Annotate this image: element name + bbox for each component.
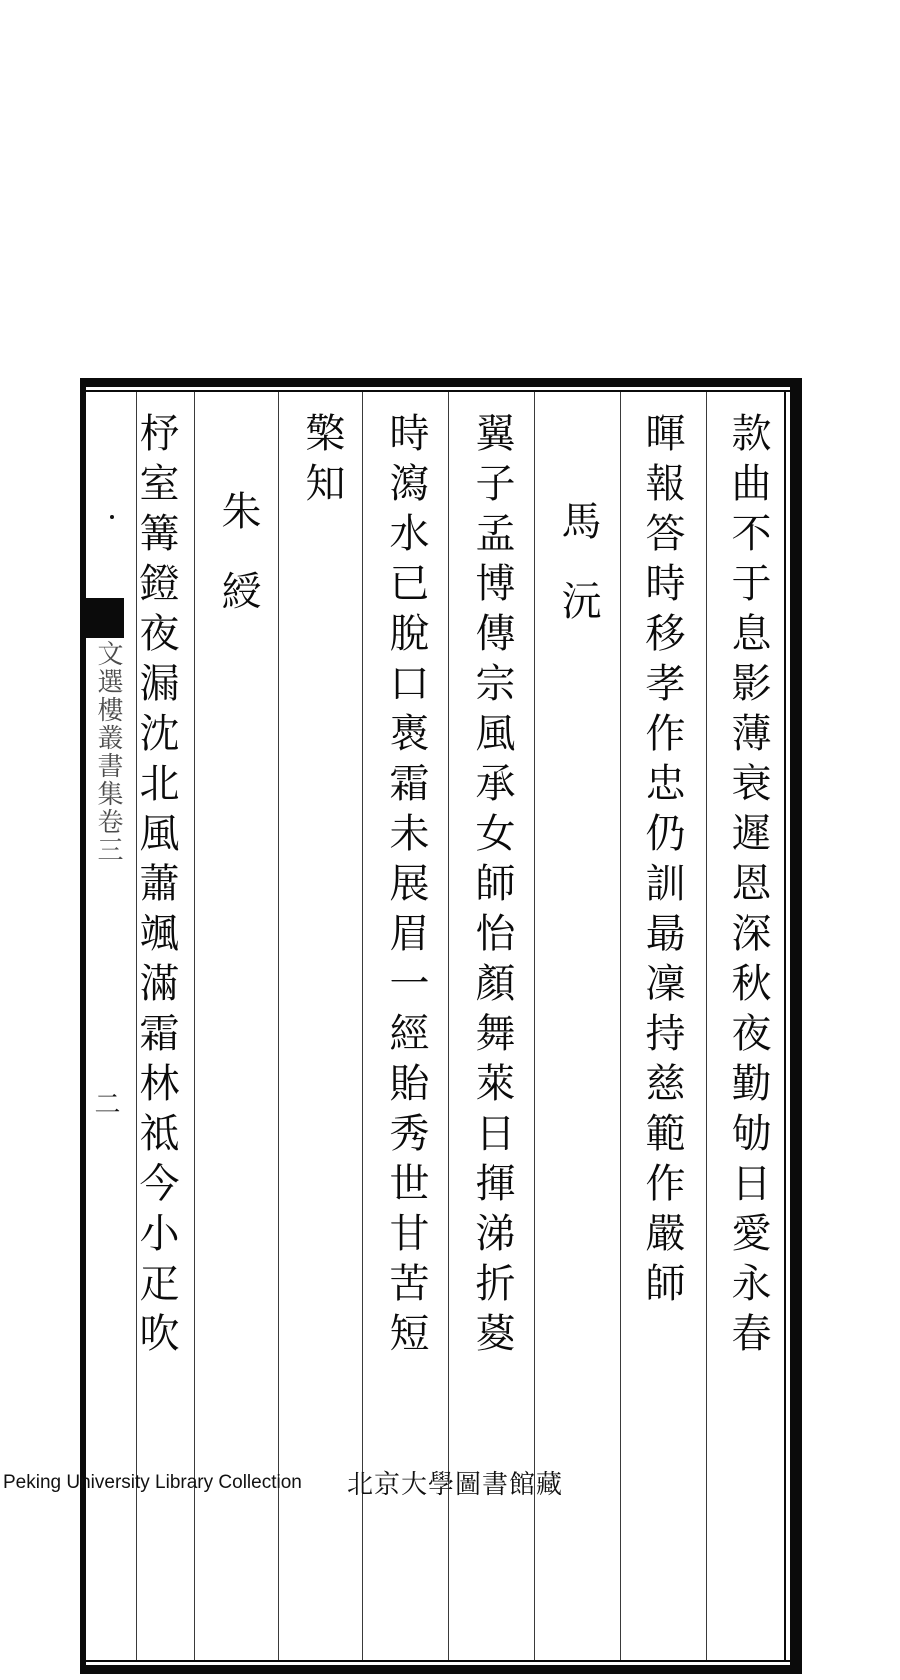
frame-top-inner-rule	[80, 390, 798, 392]
author-name-ma-yuan: 馬 沅	[555, 500, 601, 620]
footer-collection-zh: 北京大學圖書館藏	[347, 1470, 564, 1500]
frame-top-rule	[80, 378, 802, 387]
text-column-2: 暉報答時移孝作忠仍訓朂凜持慈範作嚴師	[639, 412, 685, 1312]
author-name-zhu-shou: 朱 綬	[215, 490, 261, 610]
footer-collection-en: Peking University Library Collection	[3, 1472, 302, 1493]
text-column-4: 翼子孟博傳宗風承女師怡顏舞萊日揮涕折葼	[469, 412, 515, 1362]
gutter-page-number: 二	[90, 1090, 120, 1116]
text-column-6: 檠知	[299, 412, 345, 512]
frame-bottom-rule	[80, 1665, 802, 1674]
text-column-1: 款曲不于息影薄衰遲恩深秋夜勤劬日愛永春	[725, 412, 771, 1362]
gutter-fishtail	[86, 598, 124, 638]
text-column-5: 時瀉水已脫口褭霜未展眉一經貽秀世甘苦短	[383, 412, 429, 1362]
frame-bottom-inner-rule	[80, 1660, 798, 1662]
gutter-title: 文選樓叢書集卷三	[93, 640, 123, 864]
footer	[0, 1462, 900, 1502]
gutter-mark	[110, 515, 114, 519]
text-column-8: 杼室篝鐙夜漏沈北風蕭颯滿霜林祗今小疋吹	[133, 412, 179, 1362]
